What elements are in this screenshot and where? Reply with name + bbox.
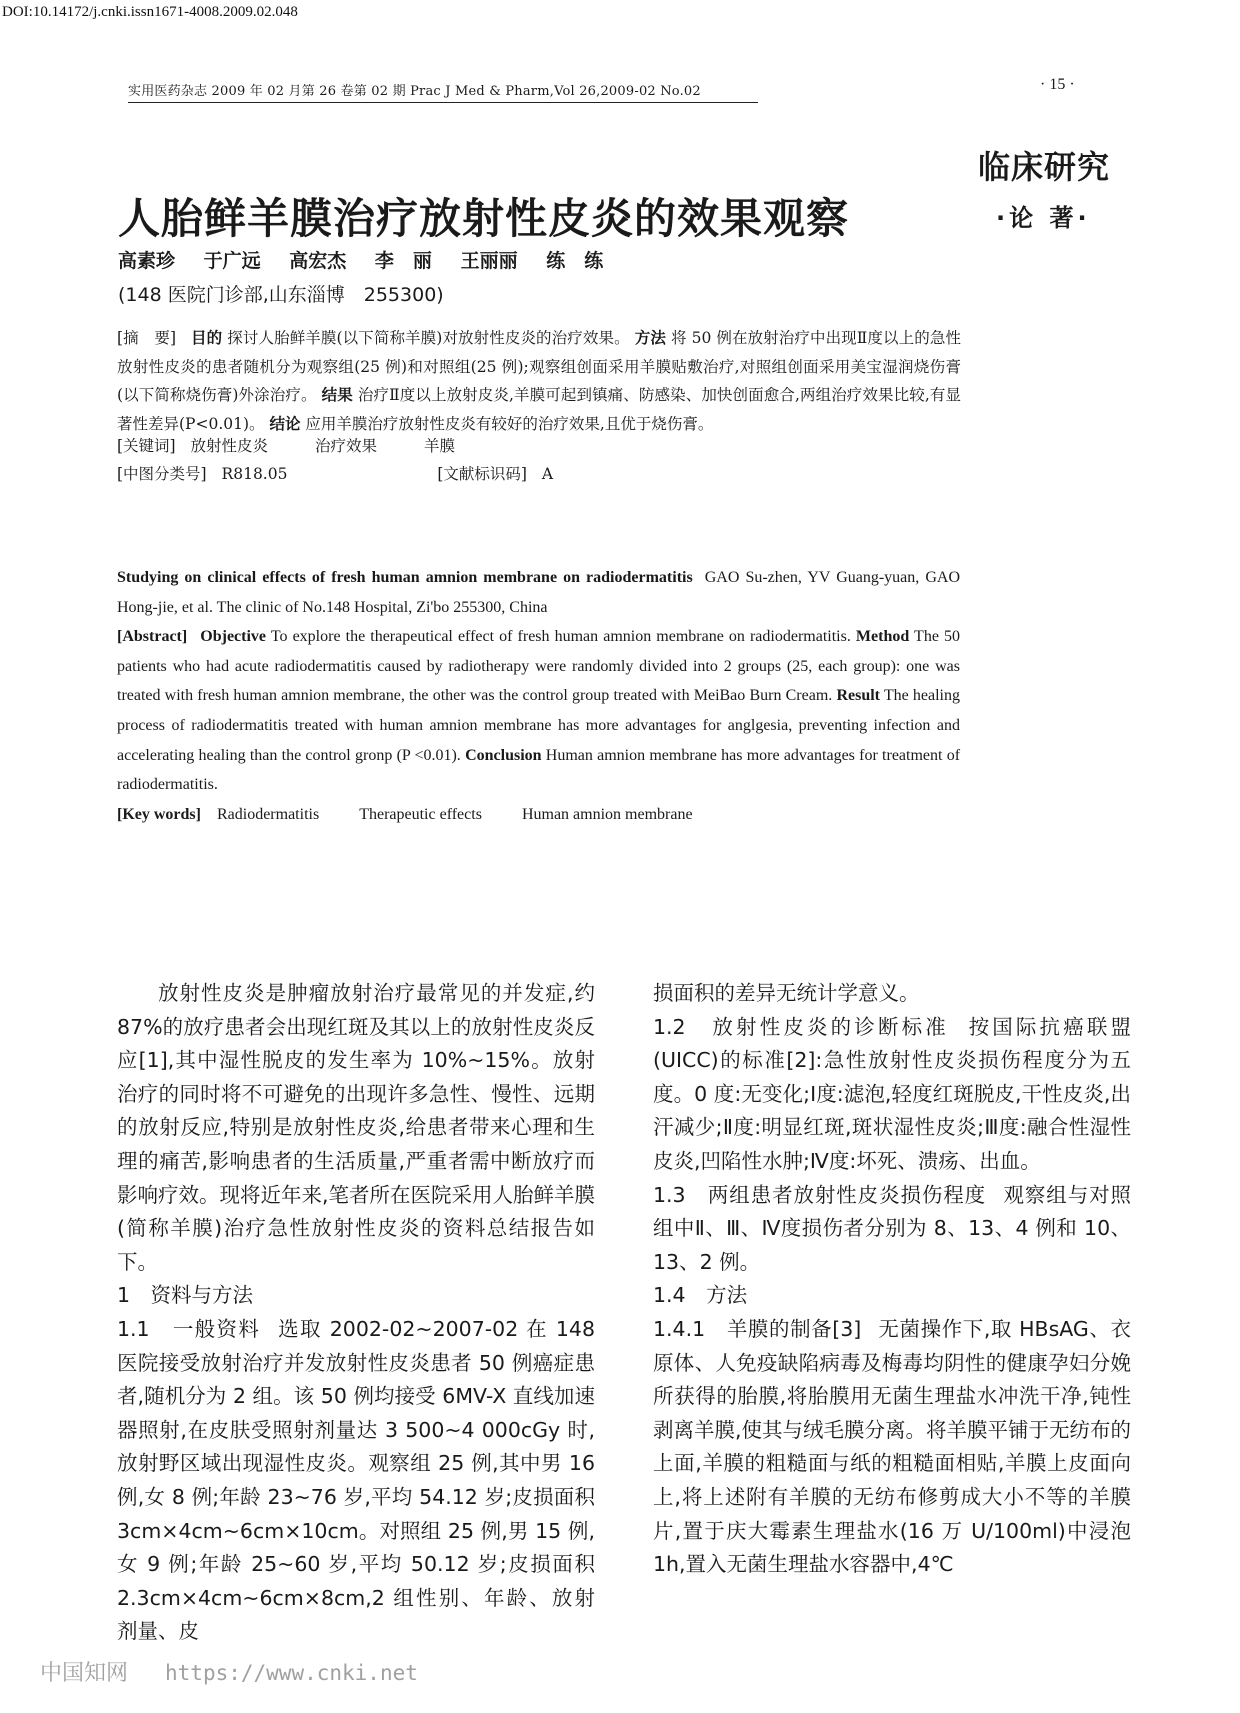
en-keyword: Radiodermatitis: [216, 805, 320, 823]
cnki-watermark: [40, 1656, 418, 1687]
keywords-cn: [117, 434, 455, 456]
section-label: 临床研究: [978, 148, 1111, 186]
clc-tag: [中图分类号]: [117, 465, 207, 483]
en-result-text: The healing process of radiodermatitis treated with human amnion membrane has more advantages for anglgesia, preventing infection and accelerating healing than the control gronp (P <0.01).: [117, 687, 961, 764]
body-column-right: [653, 977, 1131, 1582]
continued-text: 损面积的差异无统计学意义。: [653, 981, 920, 1005]
en-conclusion-label: Conclusion: [465, 746, 542, 764]
keywords-tag: [关键词]: [117, 437, 176, 455]
subsection-title: 1.2 放射性皮炎的诊断标准: [653, 1014, 949, 1039]
author: 高素珍: [118, 250, 176, 272]
subsection-1-2: [653, 1011, 1131, 1179]
chinese-abstract: [117, 324, 961, 438]
objective-label: 目的: [191, 329, 223, 347]
english-abstract: [117, 563, 960, 829]
en-keywords-tag: [Key words]: [117, 805, 201, 823]
objective-text: 探讨人胎鲜羊膜(以下简称羊膜)对放射性皮炎的治疗效果。: [227, 329, 630, 347]
subsection-title: 1.3 两组患者放射性皮炎损伤程度: [653, 1182, 987, 1207]
affiliation: (148 医院门诊部,山东淄博 255300): [118, 284, 444, 306]
author: 李 丽: [374, 250, 432, 272]
classification-line: [117, 462, 553, 484]
result-label: 结果: [321, 386, 353, 404]
subsection-1-3: [653, 1179, 1131, 1280]
conclusion-text: 应用羊膜治疗放射性皮炎有较好的治疗效果,且优于烧伤膏。: [305, 414, 714, 433]
en-method-label: Method: [855, 628, 910, 646]
page-number: · 15 ·: [1040, 76, 1075, 93]
subsection-text: 无菌操作下,取 HBsAG、衣原体、人免疫缺陷病毒及梅毒均阴性的健康孕妇分娩所获得的胎膜,将胎膜用无菌生理盐水冲洗干净,钝性剥离羊膜,使其与绒毛膜分离。将羊膜平铺于无纺布的上面,羊膜的粗糙面与纸的粗糙面相贴,羊膜上皮面向上,将上述附有羊膜的无纺布修剪成大小不等的羊膜片,置于庆大霉素生理盐水(16 万 U/100ml)中浸泡 1h,置入无菌生理盐水容器中,4℃: [653, 1316, 1132, 1577]
en-method-text: The 50 patients who had acute radiodermatitis caused by radiotherapy were randomly divided into 2 groups (25, each group): one was treated with fresh human amnion membrane, the other was the control group treated with MeiBao Burn Cream.: [117, 628, 960, 705]
doc-code-value: A: [541, 465, 554, 483]
en-abstract-tag: [Abstract]: [117, 628, 188, 646]
keyword: 治疗效果: [315, 437, 378, 455]
subsection-text: 观察组与对照组中Ⅱ、Ⅲ、Ⅳ度损伤者分别为 8、13、4 例和 10、13、2 例。: [653, 1182, 1131, 1274]
english-authors: GAO Su-zhen, YV Guang-yuan, GAO Hong-jie, et al. The clinic of No.148 Hospital, Zi'bo 255300, China: [117, 569, 960, 616]
en-result-label: Result: [836, 687, 880, 705]
keyword: 羊膜: [423, 437, 455, 455]
subsection-1-1: [117, 1313, 595, 1649]
cnki-url[interactable]: https://www.cnki.net: [165, 1661, 418, 1685]
conclusion-label: 结论: [269, 414, 301, 433]
abstract-tag: [摘 要]: [117, 329, 177, 347]
subsection-text: 选取 2002-02~2007-02 在 148 医院接受放射治疗并发放射性皮炎患者 50 例癌症患者,随机分为 2 组。该 50 例均接受 6MV-X 直线加速器照射,在皮肤受照射剂量达 3 500~4 000cGy 时,放射野区域出现湿性皮炎。观察组 25 例,其中男 16 例,女 8 例;年龄 23~76 岁,平均 54.12 岁;皮损面积 3cm×4cm~6cm×10cm。对照组 25 例,男 15 例,女 9 例;年龄 25~60 岁,平均 50.12 岁;皮损面积 2.3cm×4cm~6cm×8cm,2 组性别、年龄、放射剂量、皮: [117, 1316, 595, 1644]
author: 王丽丽: [460, 250, 518, 272]
en-objective-label: Objective: [200, 628, 267, 646]
method-label: 方法: [634, 329, 666, 347]
cnki-logo-text: 中国知网: [40, 1661, 129, 1686]
author: 高宏杰: [289, 250, 347, 272]
doi-line: DOI:10.14172/j.cnki.issn1671-4008.2009.02.048: [2, 4, 298, 20]
subsection-1-4: 1.4 方法: [653, 1283, 748, 1308]
method-text: 将 50 例在放射治疗中出现Ⅱ度以上的急性放射性皮炎的患者随机分为观察组(25 例)和对照组(25 例);观察组创面采用羊膜贴敷治疗,对照组创面采用美宝湿润烧伤膏(以下简称烧伤膏)外涂治疗。: [117, 329, 961, 404]
author-list: [118, 246, 625, 273]
doc-code-tag: [文献标识码]: [437, 465, 527, 483]
en-conclusion-text: Human amnion membrane has more advantages for treatment of radiodermatitis.: [117, 746, 961, 794]
english-title: Studying on clinical effects of fresh human amnion membrane on radiodermatitis: [117, 569, 693, 586]
en-keyword: Therapeutic effects: [359, 805, 482, 823]
author: 于广远: [203, 250, 261, 272]
body-column-left: [117, 977, 595, 1649]
author: 练 练: [546, 250, 604, 272]
subsection-title: 1.4.1 羊膜的制备[3]: [653, 1316, 862, 1341]
en-keyword: Human amnion membrane: [521, 805, 693, 823]
en-objective-text: To explore the therapeutical effect of fresh human amnion membrane on radiodermatitis.: [270, 628, 851, 646]
subsection-1-4-1: [653, 1313, 1131, 1582]
subsection-text: 按国际抗癌联盟(UICC)的标准[2]:急性放射性皮炎损伤程度分为五度。0 度:无变化;Ⅰ度:滤泡,轻度红斑脱皮,干性皮炎,出汗减少;Ⅱ度:明显红斑,斑状湿性皮炎;Ⅲ度:融合性湿性皮炎,凹陷性水肿;Ⅳ度:坏死、溃疡、出血。: [653, 1014, 1131, 1173]
section-heading: 1 资料与方法: [117, 1283, 254, 1308]
clc-value: R818.05: [221, 465, 288, 483]
result-text: 治疗Ⅱ度以上放射皮炎,羊膜可起到镇痛、防感染、加快创面愈合,两组治疗效果比较,有显著性差异(P<0.01)。: [117, 386, 961, 433]
keyword: 放射性皮炎: [190, 437, 269, 455]
article-type: ·论 著·: [996, 204, 1091, 232]
intro-paragraph: 放射性皮炎是肿瘤放射治疗最常见的并发症,约 87%的放疗患者会出现红斑及其以上的放射性皮炎反应[1],其中湿性脱皮的发生率为 10%~15%。放射治疗的同时将不可避免的出现许多急性、慢性、远期的放射反应,特别是放射性皮炎,给患者带来心理和生理的痛苦,影响患者的生活质量,严重者需中断放疗而影响疗效。现将近年来,笔者所在医院采用人胎鲜羊膜(简称羊膜)治疗急性放射性皮炎的资料总结报告如下。: [117, 981, 596, 1274]
running-header: 实用医药杂志 2009 年 02 月第 26 卷第 02 期 Prac J Med & Pharm,Vol 26,2009-02 No.02: [128, 80, 758, 103]
subsection-title: 1.1 一般资料: [117, 1316, 261, 1341]
article-title: 人胎鲜羊膜治疗放射性皮炎的效果观察: [118, 194, 850, 243]
